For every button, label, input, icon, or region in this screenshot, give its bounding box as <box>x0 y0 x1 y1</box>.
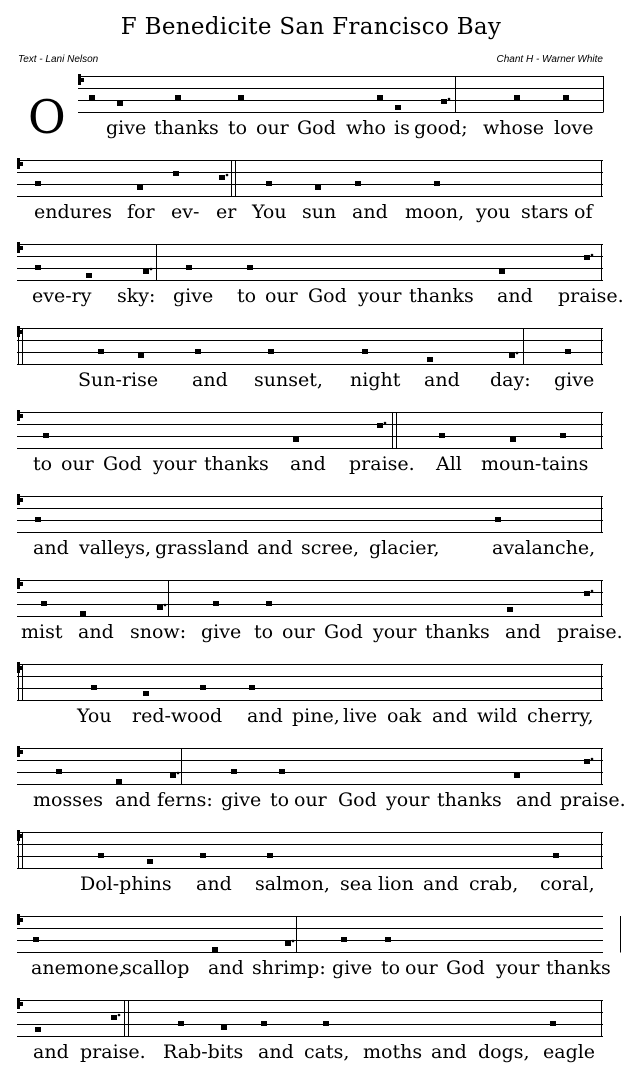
neume <box>249 685 255 690</box>
neume <box>157 605 163 610</box>
neume <box>247 265 253 270</box>
lyric-line <box>0 452 636 482</box>
lyric-syllable: pine, <box>292 705 340 727</box>
lyric-syllable: praise. <box>558 285 624 307</box>
neume <box>441 99 447 104</box>
music-system <box>0 828 636 912</box>
music-credit: Chant H - Warner White <box>496 54 603 65</box>
lyric-syllable: God <box>308 285 347 307</box>
lyric-syllable: give <box>332 957 373 979</box>
lyric-syllable: give <box>173 285 214 307</box>
lyric-syllable: praise. <box>80 1041 146 1063</box>
lyric-syllable: scallop <box>122 957 190 979</box>
neume <box>293 437 299 442</box>
lyric-syllable: to <box>33 453 53 475</box>
c-clef-icon <box>19 918 23 922</box>
neume <box>584 255 590 260</box>
neume <box>116 779 122 784</box>
lyric-syllable: salmon, <box>255 873 330 895</box>
music-system <box>0 72 636 156</box>
neume <box>355 181 361 186</box>
neume <box>362 349 368 354</box>
lyric-syllable: and <box>247 705 283 727</box>
staff <box>0 324 636 374</box>
neume <box>138 353 144 358</box>
neume <box>261 1021 267 1026</box>
neume <box>434 181 440 186</box>
neume <box>584 759 590 764</box>
staff <box>0 156 636 206</box>
c-clef-icon <box>19 162 23 166</box>
lyric-syllable: You <box>252 201 287 223</box>
lyric-syllable: shrimp: <box>252 957 326 979</box>
neume <box>98 349 104 354</box>
lyric-syllable: glacier, <box>369 537 440 559</box>
lyric-syllable: to <box>254 621 274 643</box>
lyric-syllable: mist <box>21 621 63 643</box>
lyric-syllable: dogs, <box>478 1041 530 1063</box>
neume <box>279 769 285 774</box>
neume <box>35 265 41 270</box>
c-clef-icon <box>19 414 23 418</box>
lyric-syllable: praise. <box>560 789 626 811</box>
lyric-line <box>0 284 636 314</box>
neume <box>212 947 218 952</box>
lyric-syllable: and <box>208 957 244 979</box>
neume <box>213 601 219 606</box>
neume <box>178 1021 184 1026</box>
neume <box>395 105 401 110</box>
lyric-line <box>0 788 636 818</box>
punctum-dot <box>384 422 387 425</box>
lyric-syllable: and <box>115 789 151 811</box>
neume <box>510 437 516 442</box>
punctum-dot <box>177 772 180 775</box>
neume <box>267 853 273 858</box>
punctum-dot <box>591 590 594 593</box>
neume <box>137 185 143 190</box>
lyric-syllable: to <box>270 789 290 811</box>
music-system <box>0 324 636 408</box>
punctum-dot <box>292 940 295 943</box>
neume <box>186 265 192 270</box>
lyric-syllable: whose <box>483 117 544 139</box>
lyric-syllable: Rab-bits <box>163 1041 244 1063</box>
lyric-line <box>0 956 636 986</box>
neume <box>147 859 153 864</box>
lyric-syllable: er <box>216 201 237 223</box>
lyric-syllable: who <box>346 117 386 139</box>
lyric-syllable: and <box>352 201 388 223</box>
lyric-syllable: and <box>196 873 232 895</box>
lyric-syllable: sunset, <box>254 369 323 391</box>
neume <box>231 769 237 774</box>
lyric-syllable: oak <box>387 705 422 727</box>
lyric-syllable: cats, <box>304 1041 350 1063</box>
lyric-syllable: sun <box>302 201 337 223</box>
neume <box>266 601 272 606</box>
lyric-syllable: You <box>77 705 112 727</box>
neume <box>341 937 347 942</box>
lyric-syllable: and <box>258 1041 294 1063</box>
lyric-syllable: give <box>106 117 147 139</box>
lyric-line <box>0 536 636 566</box>
lyric-syllable: you <box>476 201 511 223</box>
lyric-syllable: and <box>290 453 326 475</box>
lyric-syllable: sea <box>340 873 373 895</box>
lyric-syllable: to <box>228 117 248 139</box>
neume <box>200 853 206 858</box>
neume <box>86 273 92 278</box>
neume <box>80 611 86 616</box>
lyric-syllable: and <box>424 369 460 391</box>
lyric-syllable: endures <box>34 201 112 223</box>
staff <box>0 828 636 878</box>
lyric-syllable: scree, <box>301 537 360 559</box>
lyric-syllable: ev- <box>171 201 200 223</box>
neume <box>495 517 501 522</box>
neume <box>89 95 95 100</box>
lyric-syllable: to <box>381 957 401 979</box>
lyric-syllable: and <box>33 537 69 559</box>
staff <box>0 996 636 1046</box>
music-system <box>0 660 636 744</box>
music-system <box>0 912 636 996</box>
lyric-syllable: give <box>221 789 262 811</box>
lyric-line <box>0 620 636 650</box>
lyric-syllable: good; <box>414 117 468 139</box>
lyric-syllable: God <box>297 117 336 139</box>
punctum-dot <box>516 352 519 355</box>
lyric-syllable: mosses <box>33 789 103 811</box>
initial-letter: O <box>28 90 66 144</box>
lyric-line <box>0 704 636 734</box>
lyric-syllable: coral, <box>540 873 595 895</box>
lyric-syllable: and <box>431 1041 467 1063</box>
lyric-syllable: our <box>256 117 289 139</box>
neume <box>565 349 571 354</box>
staff <box>0 492 636 542</box>
lyric-syllable: and <box>33 1041 69 1063</box>
lyric-syllable: our <box>265 285 298 307</box>
lyric-syllable: valleys, <box>79 537 151 559</box>
lyric-syllable: cherry, <box>527 705 594 727</box>
lyric-syllable: sky: <box>117 285 156 307</box>
neume <box>323 1021 329 1026</box>
neume <box>563 95 569 100</box>
lyric-syllable: thanks <box>425 621 490 643</box>
lyric-syllable: our <box>405 957 438 979</box>
punctum-dot <box>150 268 153 271</box>
music-system <box>0 408 636 492</box>
music-system <box>0 240 636 324</box>
c-clef-icon <box>19 1002 23 1006</box>
neume <box>56 769 62 774</box>
lyric-syllable: moon, <box>405 201 465 223</box>
lyric-syllable: your <box>386 789 430 811</box>
lyric-syllable: live <box>343 705 378 727</box>
neume <box>143 691 149 696</box>
lyric-syllable: grassland <box>155 537 249 559</box>
music-system <box>0 576 636 660</box>
lyric-line <box>0 1040 636 1070</box>
lyric-syllable: of <box>574 201 593 223</box>
lyric-syllable: ferns: <box>157 789 213 811</box>
lyric-syllable: God <box>446 957 485 979</box>
text-credit: Text - Lani Nelson <box>18 54 99 65</box>
neume <box>91 685 97 690</box>
lyric-syllable: wild <box>477 705 518 727</box>
staff <box>0 744 636 794</box>
lyric-syllable: and <box>423 873 459 895</box>
staff <box>0 576 636 626</box>
neume <box>43 433 49 438</box>
lyric-syllable: thanks <box>204 453 269 475</box>
neume <box>35 1027 41 1032</box>
neume <box>195 349 201 354</box>
lyric-syllable: thanks <box>546 957 611 979</box>
neume <box>143 269 149 274</box>
lyric-syllable: moun-tains <box>481 453 589 475</box>
lyric-syllable: God <box>324 621 363 643</box>
neume <box>170 773 176 778</box>
neume <box>377 95 383 100</box>
neume <box>238 95 244 100</box>
staff <box>0 408 636 458</box>
lyric-syllable: snow: <box>130 621 187 643</box>
lyric-syllable: and <box>516 789 552 811</box>
lyric-syllable: red-wood <box>132 705 223 727</box>
neume <box>268 349 274 354</box>
neume <box>35 181 41 186</box>
lyric-syllable: your <box>358 285 402 307</box>
punctum-dot <box>226 174 229 177</box>
lyric-syllable: and <box>505 621 541 643</box>
neume <box>111 1015 117 1020</box>
neume <box>439 433 445 438</box>
lyric-syllable: anemone, <box>31 957 125 979</box>
neume <box>553 853 559 858</box>
staff <box>0 72 636 122</box>
neume <box>33 937 39 942</box>
lyric-syllable: eagle <box>543 1041 596 1063</box>
neume <box>98 853 104 858</box>
neume <box>219 175 225 180</box>
neume <box>35 517 41 522</box>
lyric-syllable: day: <box>490 369 531 391</box>
punctum-dot <box>164 604 167 607</box>
lyric-line <box>0 872 636 902</box>
neume <box>285 941 291 946</box>
lyric-syllable: Sun-rise <box>78 369 159 391</box>
neume <box>550 1021 556 1026</box>
lyric-syllable: lion <box>378 873 414 895</box>
lyric-syllable: give <box>554 369 595 391</box>
punctum-dot <box>448 98 451 101</box>
lyric-syllable: God <box>103 453 142 475</box>
lyric-syllable: and <box>192 369 228 391</box>
neume <box>499 269 505 274</box>
c-clef-icon <box>80 78 84 82</box>
lyric-syllable: stars <box>521 201 569 223</box>
lyric-syllable: God <box>338 789 377 811</box>
music-system <box>0 744 636 828</box>
page-title: F Benedicite San Francisco Bay <box>120 14 502 40</box>
neume <box>117 101 123 106</box>
lyric-line <box>0 368 636 398</box>
neume <box>509 353 515 358</box>
lyric-syllable: crab, <box>469 873 519 895</box>
punctum-dot <box>118 1014 121 1017</box>
neume <box>560 433 566 438</box>
staff <box>0 660 636 710</box>
lyric-syllable: our <box>282 621 315 643</box>
neume <box>584 591 590 596</box>
neume <box>175 95 181 100</box>
neume <box>514 773 520 778</box>
neume <box>200 685 206 690</box>
lyric-syllable: moths <box>363 1041 423 1063</box>
lyric-syllable: your <box>153 453 197 475</box>
staff <box>0 240 636 290</box>
lyric-syllable: All <box>436 453 462 475</box>
lyric-syllable: and <box>497 285 533 307</box>
neume <box>377 423 383 428</box>
neume <box>427 357 433 362</box>
neume <box>385 937 391 942</box>
music-system <box>0 156 636 240</box>
neume <box>221 1025 227 1030</box>
lyric-syllable: and <box>432 705 468 727</box>
lyric-syllable: is <box>394 117 410 139</box>
c-clef-icon <box>19 750 23 754</box>
punctum-dot <box>591 758 594 761</box>
lyric-syllable: eve-ry <box>32 285 92 307</box>
staff <box>0 912 636 962</box>
neume <box>173 171 179 176</box>
lyric-syllable: praise. <box>557 621 623 643</box>
lyric-syllable: Dol-phins <box>80 873 172 895</box>
lyric-syllable: thanks <box>154 117 219 139</box>
lyric-syllable: your <box>373 621 417 643</box>
lyric-line <box>0 116 636 146</box>
c-clef-icon <box>19 498 23 502</box>
neume <box>41 601 47 606</box>
neume <box>507 607 513 612</box>
music-system <box>0 996 636 1080</box>
lyric-syllable: night <box>350 369 401 391</box>
lyric-syllable: thanks <box>409 285 474 307</box>
lyric-syllable: your <box>496 957 540 979</box>
neume <box>266 181 272 186</box>
punctum-dot <box>591 254 594 257</box>
lyric-syllable: our <box>294 789 327 811</box>
lyric-syllable: thanks <box>437 789 502 811</box>
lyric-syllable: our <box>61 453 94 475</box>
lyric-syllable: to <box>237 285 257 307</box>
lyric-syllable: avalanche, <box>492 537 596 559</box>
neume <box>315 185 321 190</box>
lyric-syllable: and <box>257 537 293 559</box>
lyric-line <box>0 200 636 230</box>
lyric-syllable: love <box>554 117 594 139</box>
lyric-syllable: and <box>78 621 114 643</box>
lyric-syllable: for <box>127 201 155 223</box>
lyric-syllable: give <box>201 621 242 643</box>
c-clef-icon <box>19 246 23 250</box>
lyric-syllable: praise. <box>349 453 415 475</box>
c-clef-icon <box>19 582 23 586</box>
neume <box>514 95 520 100</box>
music-system <box>0 492 636 576</box>
